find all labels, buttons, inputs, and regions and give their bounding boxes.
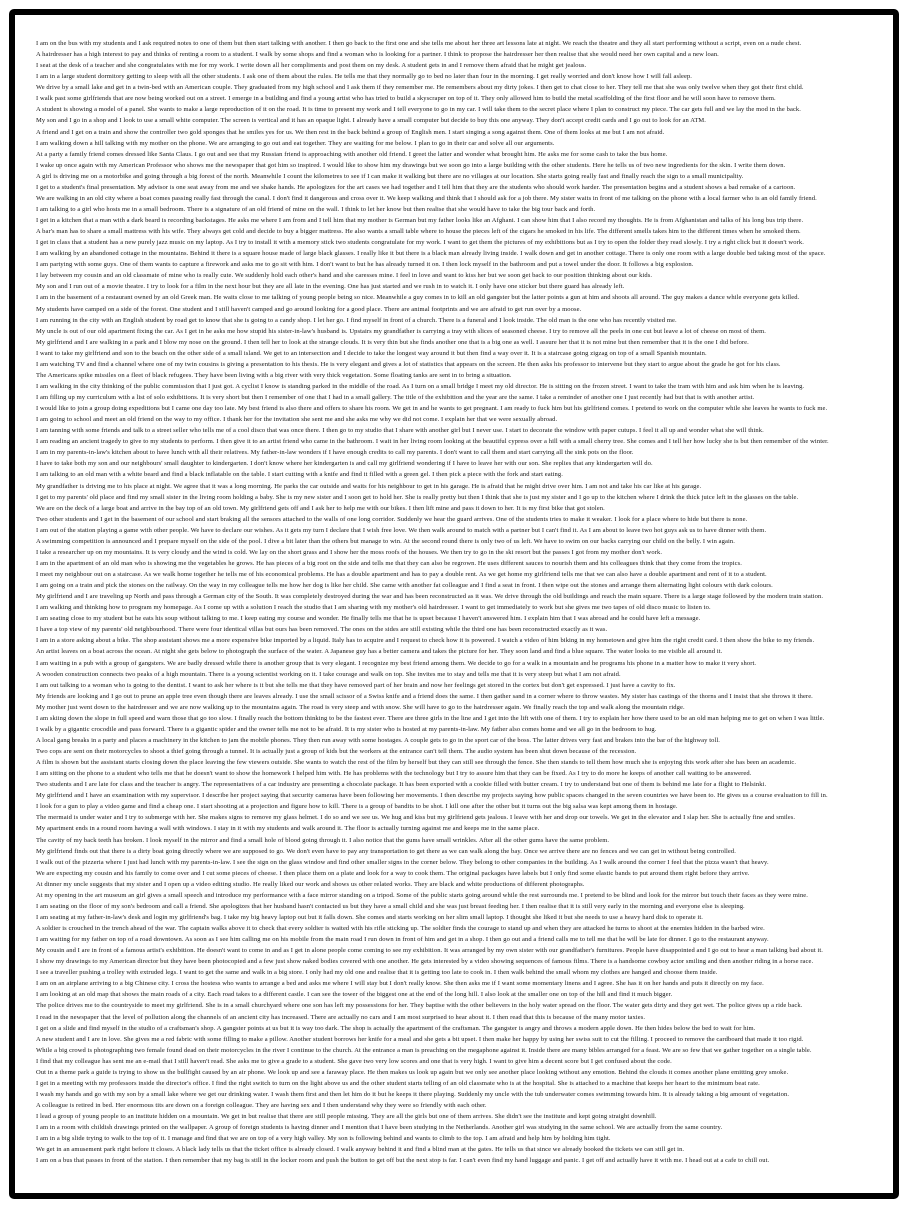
text-line: I am in a store asking about a bike. The shop assistant shows me a more expensive bike imported by a liquid. Italy has to acquire and I request to check how it is powered. I watch a video of him biking in my hometown and give him the right credit card. I then show the bike to my friends. — [36, 637, 815, 645]
text-line: I am tanning with some friends and talk to a street seller who tells me of a cool disco that was once there. I then go to my studio that I share with another girl but I never use. I start to decorate the window with paper cutups. I feel it all up and wonder what she will think. — [36, 427, 764, 435]
text-line: I am on a bus that passes in front of the station. I then remember that my bag is still in the locker room and push the button to get off but the next stop is far. I can't even find my hand luggage and panic. I get off and actually have it with me. I head out at a cafe to chill out. — [36, 1157, 770, 1165]
text-line: A friend and I get on a train and show the controller two gold sponges that he smiles yes for us. We then rest in the back behind a group of English men. I start singing a song against them. One of them looks at me but I am not afraid. — [36, 128, 665, 136]
text-line: My students have camped on a side of the forest. One student and I still haven't camped and go around looking for a good place. There are animal footprints and we are afraid to get run over by a moose. — [36, 305, 582, 313]
text-line: I take a researcher up on my mountains. It is very cloudy and the wind is cold. We lay on the short grass and I show her the moss roofs of the houses. We then try to go in the ski resort but the passes I got from my mother don't work. — [36, 548, 663, 556]
text-line: I am filling up my curriculum with a list of solo exhibitions. It is very short but then I remember of one that I had in a small gallery. The title of the exhibition and the year are the same. I take a reminder of another one I just recently had but that is with another artist. — [36, 394, 755, 401]
text-line: We drive by a small lake and get in a twin-bed with an American couple. They graduated from my high school and I ask them if they remember me. He remembers about my dirty jokes. I then get to chat close to her. They tell me that she was only twelve when they got their first child. — [36, 84, 804, 92]
text-line: I am sitting on the phone to a student who tells me that he doesn't want to show the homework I helped him with. He has problems with the technology but I try to assure him that they can be fixed. As I try to do more he keeps of another call waiting to be answered. — [36, 770, 752, 778]
text-line: My girlfriend and I are traveling up North and pass through a German city of the South. It was completely destroyed during the war and has been reconstructed as it was. We drive through the old buildings and reach the main square. There is a large stage followed by the modern train station. — [36, 593, 824, 601]
text-line: I am seating close to my student but he eats his soup without talking to me. I keep eating my course and wonder. He finally tells me that he is upset because I haven't answered him. I explain him that I was abroad and he could have left a message. — [36, 615, 701, 623]
text-line: I lay between my cousin and an old classmate of mine who is really cute. We suddenly hold each other's hand and she caresses mine. I feel in love and want to kiss her but we soon get back to our position thinking about our kids. — [36, 272, 653, 280]
text-line: My girlfriend and I are walking in a park and I blow my nose on the ground. I then tell her to look at the strange clouds. It is very thin but she finds another one that is a big one as well. I assure her that it is not mine but then remember that it is the one I did before. — [36, 338, 749, 346]
text-line: A new student and I are in love. She gives me a red fabric with some filling to make a pillow. Another student borrows her knife for a meal and she gets a bit upset. I then make her happy by using her swiss suit to cut the filling. I proceed to remove the cardboard that made it too rigid. — [36, 1035, 804, 1043]
text-line: I lead a group of young people to an institute hidden on a mountain. We get in but realise that there are still people missing. They are all the girls but one of them arrives. She didn't see the institute and kept going straight downhill. — [36, 1113, 657, 1121]
text-line: While a big crowd is photographing two female found dead on their motorcycles in the river I continue to the church. At the entrance a man is preaching on the megaphone against it. Inside there are many bibles arranged for a feast. We are so few that we gather together on a single table. — [36, 1046, 812, 1054]
text-line: My girlfriend finds out that there is a dirty boat going directly where we are supposed to go. We don't even have to pay any transportation to get there as we can walk along the bay. Once we arrive there are no fences and we can get in without being controlled. — [36, 847, 736, 855]
text-line: My son and I go in a shop and I look to use a small white computer. The screen is vertical and it has an opaque light. I already have a small computer but decide to buy this one anyway. They don't accept credit cards and I go out to look for an ATM. — [36, 117, 707, 125]
text-line: I have a top view of my parents' old neighbourhood. There were four identical villas but ours has been removed. The ones on the sides are still existing while the third one has been reconstructed exactly as it was. — [36, 626, 608, 634]
text-line: My mother just went down to the hairdresser and we are now walking up to the mountains again. The road is very steep and with snow. She will have to go to the hairdresser again. We finally reach the top and walk along the mountain ridge. — [36, 703, 685, 711]
text-line: I am out talking to a woman who is going to the dentist. I want to ask her where is it but she tells me that they have removed part of her brain and now her feelings get stored in the cortex but don't get expressed. I just have a cavity to fix. — [36, 681, 676, 689]
text-line: We are expecting my cousin and his family to come over and I cut some pieces of cheese. I then place them on a plate and look for a way to cook them. The original packages have labels but I only find some elastic bands to put around them right before they arrive. — [36, 869, 750, 877]
text-line: I am out of the station playing a game with other people. We have to declare our wishes. As it gets my turn I declare that I wish free love. We then walk around to match with a partner but I can't find it. As I am about to leave two hot guys ask us to have dinner with them. — [36, 526, 767, 534]
text-line: A colleague is retired in bed. Her enormous tits are down on a foreign colleague. They are having sex and I then understand why they were so friendly with each other. — [36, 1102, 487, 1109]
text-line: I wash my hands and go with my son by a small lake where we get our drinking water. I wash them first and then let him do it but he keeps it there playing. Suddenly my uncle with the tub underwater comes swimming towards him. It is already taking a big amount of vegetation. — [36, 1090, 790, 1098]
text-line: I show my drawings to my American director but they have been photocopied and a few just show naked bodies covered with one another. He gets interested by a video showing sequences of famous films. There is a handsome cowboy actor smiling and then another riding in a horse race. — [36, 958, 814, 966]
text-line: At dinner my uncle suggests that my sister and I open up a video editing studio. He really liked our work and shows us other related works. They are black and white productions of different photographs. — [36, 880, 585, 888]
text-line: My apartment ends in a round room having a wall with windows. I stay in it with my students and walk around it. The floor is actually turning against me and keeps me in the same place. — [36, 825, 540, 833]
text-line: I am waiting for my father on top of a road downtown. As soon as I see him calling me on his mobile from the main road I run down in front of him and get in a shop. I then go out and a friend calls me to tell me that he will be late for dinner. I go to the restaurant anyway. — [36, 936, 769, 944]
text-line: I walk past some girlfriends that are now being worked out on a street. I emerge in a building and find a young artist who has tried to build a skyscraper on top of it. They only allowed him to build the metal scaffolding of the first floor and he will soon have to remove them. — [36, 95, 776, 103]
text-line: The cavity of my back teeth has broken. I look myself in the mirror and find a small hole of blood going through it. I also notice that the gums have small wrinkles. After all the other gums have the same problem. — [36, 836, 610, 844]
text-line: My grandfather is driving me to his place at night. We agree that it was a long morning. He parks the car outside and waits for his neighbour to get in his garage. He is afraid that he might drive over him. I am not and take his car like at his garage. — [36, 482, 702, 490]
text-line: I look for a gun to play a video game and find a cheap one. I start shooting at a projection and figure how to kill. There is a group of bandits to be shot. I kill one after the other but it turns out the big salsa was kept among them in hostage. — [36, 803, 678, 811]
text-line: I am in the apartment of an old man who is showing me the vegetables he grows. He has pieces of a big root on the side and tells me that they can also be regrown. He uses different sauces to nourish them and his colleagues think that they come from the tropics. — [36, 559, 742, 567]
text-line: I am on the bus with my students and I ask required notes to one of them but then start talking with another. I then go back to the first one and she tells me about her three art lessons late at night. We reach the theatre and they all start performing without a script, even on a nude chest. — [36, 40, 802, 47]
text-line: A local gang breaks in a party and places a machinery in the kitchen to jam the mobile phones. They then run away with some hostages. A couple gets to go in the sport car of the boss. The latter drives very fast and brakes into the bar of the highway toll. — [36, 736, 721, 744]
text-line: A soldier is crouched in the trench ahead of the war. The captain walks above it to check that every soldier is waited with his rifle sticking up. The soldier finds the courage to stand up and when they are attacked he turns to shoot at the enemies hidden in the barbed wire. — [36, 925, 765, 932]
text-line: I seat at the desk of a teacher and she congratulates with me for my work. I write down all her compliments and post them on my desk. A student gets in and I remove them afraid that he might get jealous. — [36, 62, 587, 70]
text-line: A student is showing a model of a panel. She wants to make a large reproduction of it on the road. It is time to present my work and I tell everyone to go in my car. I will take them to the secret place where I plan to construct my piece. The car gets full and we lay the mod in the back. — [36, 106, 802, 114]
text-line: I am seating at my father-in-law's desk and login my girlfriend's bag. I take my big heavy laptop out but it falls down. She comes and starts working on her slim small laptop. I thought she liked it but she needs to use a heavy hard disk to operate it. — [36, 913, 703, 921]
text-line: At a party a family friend comes dressed like Santa Claus. I go out and see that my Russian friend is approaching with another old friend. I greet the latter and wonder what brought him. He asks me for some cash to take the bus home. — [36, 150, 668, 158]
text-line: I get in a kitchen that a man with a dark beard is recording backstages. He asks me where I am from and I tell him that my mother is German but my father looks like an Afghani. I can show him that I also record my thoughts. He is from Afghanistan and talks of his long bus trip there. — [36, 217, 804, 224]
text-line: I am in a big slide trying to walk to the top of it. I manage and find that we are on top of a very high valley. My son is following behind and wants to climb to the top. I am afraid and help him by holding him tight. — [36, 1135, 611, 1143]
text-line: My uncle is out of our old apartment fixing the car. As I get in he asks me how stupid his sister-in-law's husband is. Upstairs my grandfather is carrying a tray with slices of seasoned cheese. I try to remove all the peels in one cut but leave a lot of cheese on most of them. — [36, 327, 767, 335]
text-line: I am skiing down the slope in full speed and warn those that go too slow. I finally reach the bottom thinking to be the fastest ever. There are three girls in the line and I get into the lift with one of them. I try to explain her how there used to be an old man helping me to get on when I was little. — [36, 714, 825, 722]
text-line: Two students and I are late for class and the teacher is angry. The representatives of a car industry are presenting a chocolate package. It has been exported with a cookie filled with butter cream. I try to understand but one of them is behind me late for a flight to Helsinki. — [36, 781, 767, 789]
text-line: I am talking to a girl who hosts me in a small bedroom. There is a signature of an old friend of mine on the wall. I think to let her know but then realise that she would have to take the big tour back and forth. — [36, 205, 596, 213]
text-line: I would like to join a group doing expeditions but I came one day too late. My best friend is also there and offers to share his room. We get in and he wants to get pregnant. I am ready to fuck him but his girlfriend comes. I pretend to work on the computer while she leaves he wants to fuck me. — [36, 405, 828, 413]
text-line: I meet my neighbour out on a staircase. As we walk home together he tells me of his economical problems. He has a double apartment and has to pay a double rent. As we get home my girlfriend tells me that we can also have a double apartment and rent of it to a student. — [36, 571, 767, 578]
text-line: A film is shown but the assistant starts closing down the place leaving the few viewers outside. She wants to watch the rest of the film by herself but they can still see through the fence. She then stands to tell them how much she is enjoying this work after she has been an academic. — [36, 759, 797, 767]
text-line: I am running in the city with an English student by road get to know that she is going to a candy shop. I let her go. I find myself in front of a church. There is a funeral and I look inside. The old man is the one who has recently visited me. — [36, 316, 677, 324]
text-line: I am talking to an old man with a white beard and find a black inflatable on the table. I start cutting with a knife and find it filled with a green gel. I then pick a piece with the fork and start eating. — [36, 471, 563, 479]
text-line: The mermaid is under water and I try to submerge with her. She makes signs to remove my glass helmet. I do so and we see us. We hug and kiss but my girlfriend gets jealous. I leave with her and drop our towels. We get in the elevator and I slap her. She is actually fine and smiles. — [36, 814, 796, 822]
text-line: I have to take both my son and our neighbours' small daughter to kindergarten. I don't know where her kindergarten is and call my girlfriend wondering if I have to leave her with our son. She replies that any kindergarten will do. — [36, 460, 653, 468]
text-line: I am seating on the floor of my son's bedroom and call a friend. She apologizes that her husband hasn't contacted us but they have a small child and she was just breast feeding her. I then realise that it is still very early in the morning and everyone else is sleeping. — [36, 902, 745, 910]
text-line: I am partying with some guys. One of them wants to capture a firework and asks me to go sit with him. I don't want to but he has already turned it on. I then lock myself in the bathroom and put a towel under the door. It follows a big explosion. — [36, 261, 694, 269]
text-line: I get to my parents' old place and find my small sister in the living room holding a baby. She is my new sister and I soon get to hold her. She is really pretty but then I think that she is just my sister and I go up to the kitchen where I drink the thick juice left in the glasses on the table. — [36, 493, 799, 501]
text-line: A swimming competition is announced and I prepare myself on the side of the pool. I dive a bit later than the others but manage to win. At the second round there is only two of us left. We have to swim on our backs carrying our child on the belly. I win again. — [36, 537, 735, 545]
text-line: I wake up once again with my American Professor who shows me the newspaper that got him so inspired. I would like to show him my drawings but we soon go into a large building with the other students. Here he tells us of two new ingredients for the skin. I write them down. — [36, 161, 786, 169]
text-line: I am in a room with childish drawings printed on the wallpaper. A group of foreign students is having dinner and I mention that I have been studying in the Netherlands. Another girl was studying in the same school. We are actually from the same country. — [36, 1124, 723, 1132]
text-line: I am watching TV and find a channel where one of my twin cousins is giving a presentation to his thesis. He is very elegant and gives a lot of statistics that appears on the screen. He then asks his professor to intervene but they start to argue about the grade he got for his class. — [36, 360, 781, 368]
text-line: A girl is driving me on a motorbike and going through a big forest of the north. Meanwhile I count the kilometres to see if I can make it walking but there are no villages at our location. She starts going really fast and finally reach the sign to a small municipality. — [36, 172, 744, 180]
text-line: I am in my parents-in-law's kitchen about to have lunch with all their relatives. My father-in-law wonders if I have enough credits to call my parents. I don't want to call them and start carrying all the sink pots on the floor. — [36, 449, 634, 457]
text-line: I am reading an ancient tragedy to give to my students to perform. I then give it to an artist friend who came in the bathroom. I wait in her living room looking at the beautiful cypress over a hill with a small cherry tree. She comes and I tell her how lucky she is but then remember of the winter. — [36, 438, 829, 446]
text-line: I am going on a train and pick the stones on the railway. On the way in my colleague tells me how her dog is like her child. She came with another fat colleague and I find a seat in front. I then wipe out the stones and arrange them alternating light colours with dark colours. — [36, 582, 773, 590]
text-line: I am walking by an abandoned cottage in the mountains. Behind it there is a square house made of large black glasses. I really like it but there is a black man already living inside. I walk down and get in another cottage. There is only one room with a large double bed taking most of the space. — [36, 250, 826, 258]
text-line: I am going to school and meet an old friend on the way to my office. I thank her for the invitation she sent me and she asks me why we did not come. I explain her that we were sexually abroad. — [36, 416, 558, 424]
text-line: At my opening in the art museum an girl gives a small speech and introduce my performance with a face mirror standing on a tripod. Some of the public starts going around while the rest surrounds me. I pretend to be blind and look for the mirror but touch their faces as they were mine. — [36, 891, 809, 899]
text-line: Out in a theme park a guide is trying to show us the bullfight caused by an air phone. We look up and see a faraway place. He then makes us look up again but we only see another place looking without any emotion. Behind the clouds it comes another plane emitting grey smoke. — [36, 1068, 789, 1076]
text-line: My cousin and I are in front of a famous artist's exhibition. He doesn't want to come in and as I get in alone people come coming to see my exhibition. It was arranged by my own sister with our grandfather's furnitures. People have disappointed and I go out to hear a man talking bad about it. — [36, 947, 823, 955]
text-lines-container — [36, 38, 891, 1166]
text-line: The Americans spike missiles on a fleet of black refugees. They have been living with a big river with very thick vegetation. Some floating tanks are sent in to bring a situation. — [36, 371, 512, 379]
text-line: I am on an airplane arriving to a big Chinese city. I cross the hostess who wants to arrange a bed and asks me where I will stay but I don't really know. She then asks me if I want some momentary linens and I agree. She has it on her hands and puts it directly on my face. — [36, 980, 764, 988]
text-line: I am walking in the city thinking of the public commission that I just got. A cyclist I know is standing parked in the middle of the road. As I turn on a small bridge I meet my old director. He is sitting on the frozen street. I want to take the tram with him and ask him when he is leaving. — [36, 382, 805, 390]
text-line: The police drives me to the countryside to meet my girlfriend. She is in a small churchyard where one son has left my possessions for her. They baptise with the other believers in the holy water spread on the floor. The water gets dirty and they get wet. The police gives up a ride back. — [36, 1002, 803, 1010]
text-line: I am waiting in a pub with a group of gangsters. We are badly dressed while there is another group that is very elegant. I recognize my best friend among them. We decide to go for a walk in a mountain and he programs his phone in a matter how to make it very short. — [36, 659, 757, 667]
text-line: I am in the basement of a restaurant owned by an old Greek man. He waits close to me talking of young people being so nice. Meanwhile a guy comes in to kill an old gangster but the latter points a gun at him and shoots all around. The guy makes a dance while everyone gets killed. — [36, 294, 800, 302]
text-line: I walk out of the pizzeria where I just had lunch with my parents-in-law. I see the sign on the glass window and find other smaller signs in the corner below. They belong to other companies in the building. As I walk around the corner I feel that the pizza wasn't that heavy. — [36, 858, 769, 866]
text-line: We get in an amusement park right before it closes. A black lady tells us that the ticket office is already closed. I walk anyway behind it and find a blind man at the gates. He tells us that since we already booked the tickets we can still get in. — [36, 1146, 685, 1154]
text-line: I get to a student's final presentation. My advisor is one seat away from me and we shake hands. He apologizes for the art cases we had together and I tell him that they are the students who should work harder. The presentation begins and a student shows a bad remake of a cartoon. — [36, 183, 796, 191]
text-line: I walk by a gigantic crocodile and pass forward. There is a gigantic spider and the owner tells me not to be afraid. It is my sister who is hosted at my parents-in-law. My father also comes home and we all go in the bedroom to hug. — [36, 725, 657, 733]
text-line: A wooden construction connects two peaks of a high mountain. There is a young scientist working on it. I take courage and walk on top. She invites me to stay and tells me that it is very steep but what I am not afraid. — [36, 670, 621, 678]
text-line: Two cops are sent on their motorcycles to shoot a thief going through a tunnel. It is actually just a group of kids but the workers at the entrance can't tell them. The audio system has been shut down because of the recession. — [36, 748, 637, 755]
text-line: I am walking and thinking how to program my homepage. As I come up with a solution I reach the studio that I am sharing with my mother's old hairdresser. I want to get immediately to work but she gives me two tapes of old disco music to listen to. — [36, 604, 711, 612]
text-line: I read in the newspaper that the level of pollution along the channels of an ancient city has increased. There are actually no cars and I am most surprised to hear about it. I then read that this is because of the many motor taxies. — [36, 1013, 646, 1021]
text-line: I am looking at an old map that shows the main roads of a city. Each road takes to a different castle. I can see the tower of the biggest one at the end of the long hill. I also look at the smaller one on top of the hill and find it much bigger. — [36, 991, 673, 999]
text-line: My son and I run out of a movie theatre. I try to look for a film in the next hour but they are all late in the evening. One has just started and we rush in to watch it. I only have one sticker but there guard has already left. — [36, 283, 625, 291]
text-line: I am walking down a hill talking with my mother on the phone. We are arranging to go out and eat together. They are waiting for me below. I plan to go in their car and solve all our arguments. — [36, 139, 555, 147]
text-line: I find that my colleague has sent me an e-mail that I still haven't read. She asks me to give a grade to a student. She gave two very low scores and one that is very high. I want to give him a decent score but I get confused about the code. — [36, 1057, 672, 1065]
text-line: We are on the deck of a large boat and arrive in the bay top of an old town. My girlfriend gets off and I ask her to help me with our bikes. I then lift mine and pass it down to her. It is my first bike that got stolen. — [36, 504, 605, 512]
text-line: I get on a slide and find myself in the studio of a craftsman's shop. A gangster points at us but it is way too dark. The shop is actually the apartment of the craftsman. The gangster is angry and throws a modern apple down. He then hides below the bed to wait for him. — [36, 1024, 756, 1032]
text-line: A hairdresser has a high interest to pay and thinks of renting a room to a student. I walk by some shops and find a woman who is looking for a partner. I think to propose the hairdresser her then realise that she would need her own capital and a new loan. — [36, 51, 719, 59]
text-line: We are walking in an old city where a boat comes passing really fast through the canal. I don't find it dangerous and cross over it. We keep walking and think that I should ask for a job there. My sister waits in front of me talking on the phone with a local farmer who is an old family friend. — [36, 194, 817, 202]
text-line: My friends are looking and I go out to prune an apple tree even though there are leaves already. I use the small scissor of a Swiss knife and a friend does the same. I then gather sand in a corner where to throw wastes. My sister has castings of the thorns and I insist that she throws it there. — [36, 692, 813, 700]
text-line: I want to take my girlfriend and son to the beach on the other side of a small island. We get to an intersection and I decide to take the longest way around it but then find a way over it. It is a staircase going zigzag on top of a small Spanish mountain. — [36, 349, 707, 357]
text-line: An artist leaves on a boat across the ocean. At night she gets below to photograph the surface of the water. A Japanese guy has a better camera and takes the picture for her. They soon land and find a blue square. The water looks to me visible all around it. — [36, 648, 723, 656]
text-line: Two other students and I get in the basement of our school and start braking all the sensors attached to the walls of one long corridor. Suddenly we hear the guard arrives. One of the students tries to make it weaker. I look for a place where to hide but there is none. — [36, 515, 748, 523]
text-line: I get in class that a student has a new purely jazz music on my laptop. As I try to install it with a memory stick two students congratulate for my work. I want to get them the pictures of my exhibitions but as I try to open the folder they read slowly. I try a right click but it doesn't work. — [36, 239, 804, 247]
text-line: My girlfriend and I have an examination with my supervisor. I describe her project saying that security cameras have been following her movements. I then describe my projects saying how public spaces changed in the seven countries we have been to. He gives us a course evaluation to fill in. — [36, 792, 828, 800]
text-line: A bar's man has to share a small mattress with his wife. They always get cold and decide to buy a bigger mattress. He also wants a small table where to house the pieces left of the cigars he smoked in his life. The different smells takes him to the different times when he smoked them. — [36, 228, 801, 236]
text-line: I get in a meeting with my professors inside the director's office. I find the right switch to turn on the light above us and the other student starts telling of an old classmate who is at the hospital. She is attached to a machine that keeps her heart to the minimum beat rate. — [36, 1079, 760, 1087]
text-line: I see a traveller pushing a trolley with extruded legs. I want to get the same and walk in a big store. I only had my old one and realise that it is getting too late to cook in. I then walk behind the small whom my clothes are hanged and choose them inside. — [36, 969, 718, 977]
text-line: I am in a large student dormitory getting to sleep with all the other students. I ask one of them about the rules. He tells me that they normally go to bed no later than four in the morning. I get really worried and don't know how I will fall asleep. — [36, 73, 693, 81]
